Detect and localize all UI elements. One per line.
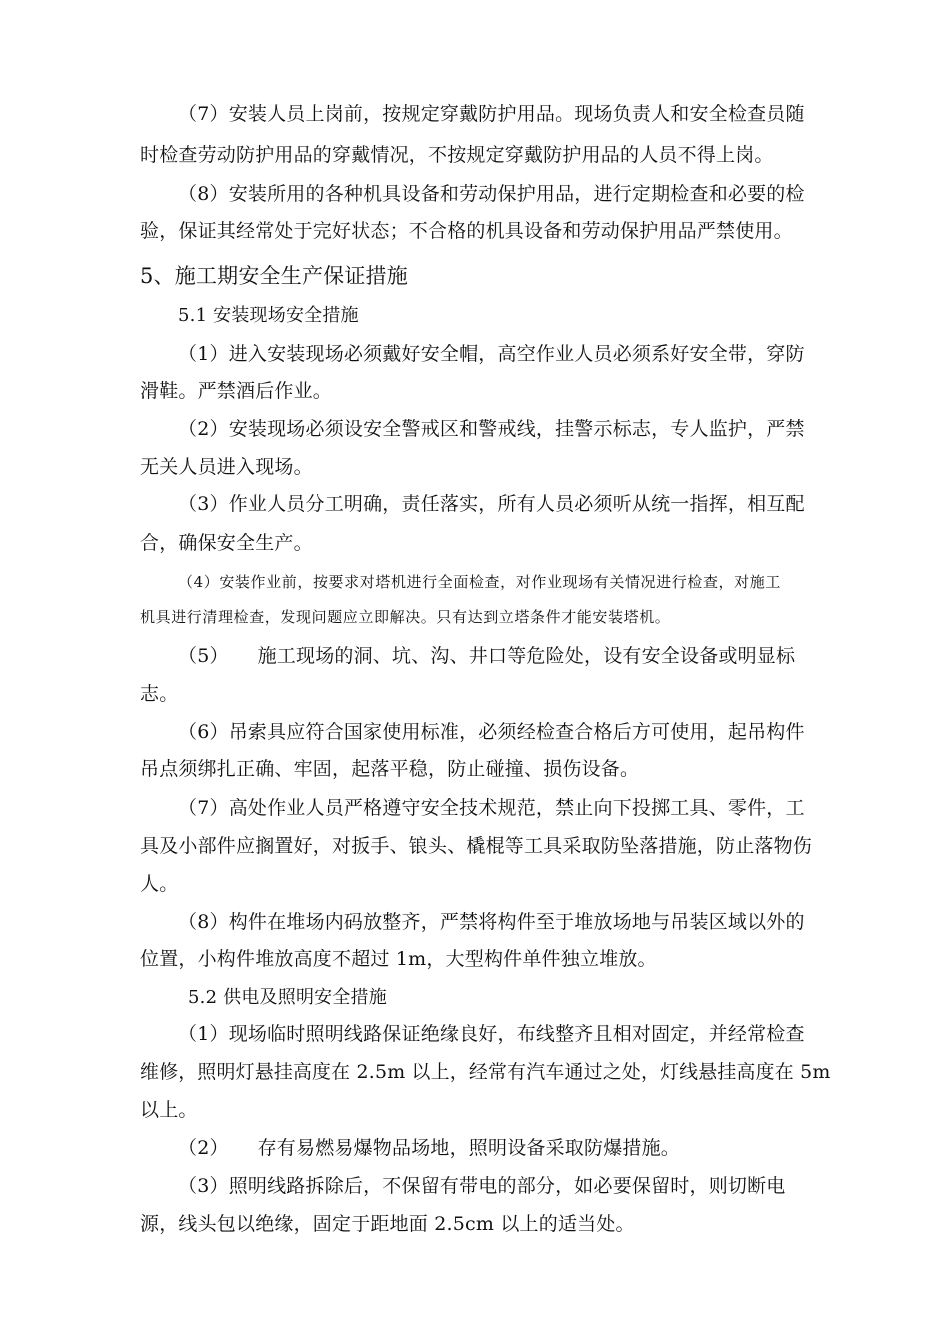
text-line: 验，保证其经常处于完好状态；不合格的机具设备和劳动保护用品严禁使用。 [140,220,793,242]
subsection-heading: 5.2 供电及照明安全措施 [188,987,387,1008]
text-line: 机具进行清理检查，发现问题应立即解决。只有达到立塔条件才能安装塔机。 [140,608,671,626]
text-line: 志。 [140,683,179,705]
text-line: （3）照明线路拆除后，不保留有带电的部分，如必要保留时，则切断电 [178,1175,786,1197]
text-line: 吊点须绑扎正确、牢固，起落平稳，防止碰撞、损伤设备。 [140,758,640,780]
section-heading: 5、施工期安全生产保证措施 [140,264,408,288]
text-line: 具及小部件应搁置好，对扳手、锒头、橇棍等工具采取防坠落措施，防止落物伤 [140,835,813,857]
text-line: （3）作业人员分工明确，责任落实，所有人员必须听从统一指挥，相互配 [178,493,805,515]
text-line: 以上。 [140,1099,198,1121]
text-line: （7）安装人员上岗前，按规定穿戴防护用品。现场负责人和安全检查员随 [178,103,805,125]
text-line: 合，确保安全生产。 [140,532,313,554]
text-line: 维修，照明灯悬挂高度在 2.5m 以上，经常有汽车通过之处，灯线悬挂高度在 5m [140,1061,831,1083]
text-line: （5） 施工现场的洞、坑、沟、井口等危险处，设有安全设备或明显标 [178,645,796,667]
text-line: （4）安装作业前，按要求对塔机进行全面检查，对作业现场有关情况进行检查，对施工 [178,573,781,591]
subsection-heading: 5.1 安装现场安全措施 [178,305,359,326]
text-line: （1）进入安装现场必须戴好安全帽，高空作业人员必须系好安全带，穿防 [178,343,805,365]
text-line: 无关人员进入现场。 [140,456,313,478]
text-line: （2）安装现场必须设安全警戒区和警戒线，挂警示标志，专人监护，严禁 [178,418,805,440]
text-line: （7）高处作业人员严格遵守安全技术规范，禁止向下投掷工具、零件，工 [178,797,805,819]
text-line: （6）吊索具应符合国家使用标准，必须经检查合格后方可使用，起吊构件 [178,721,805,743]
text-line: （1）现场临时照明线路保证绝缘良好，布线整齐且相对固定，并经常检查 [178,1023,805,1045]
text-line: 人。 [140,873,179,895]
text-line: 滑鞋。严禁酒后作业。 [140,380,333,402]
text-line: （2） 存有易燃易爆物品场地，照明设备采取防爆措施。 [178,1137,680,1159]
text-line: 位置，小构件堆放高度不超过 1m，大型构件单件独立堆放。 [140,948,657,970]
text-line: （8）安装所用的各种机具设备和劳动保护用品，进行定期检查和必要的检 [178,183,805,205]
text-line: （8）构件在堆场内码放整齐，严禁将构件至于堆放场地与吊装区域以外的 [178,911,805,933]
text-line: 时检查劳动防护用品的穿戴情况，不按规定穿戴防护用品的人员不得上岗。 [140,144,774,166]
text-line: 源，线头包以绝缘，固定于距地面 2.5cm 以上的适当处。 [140,1213,635,1235]
